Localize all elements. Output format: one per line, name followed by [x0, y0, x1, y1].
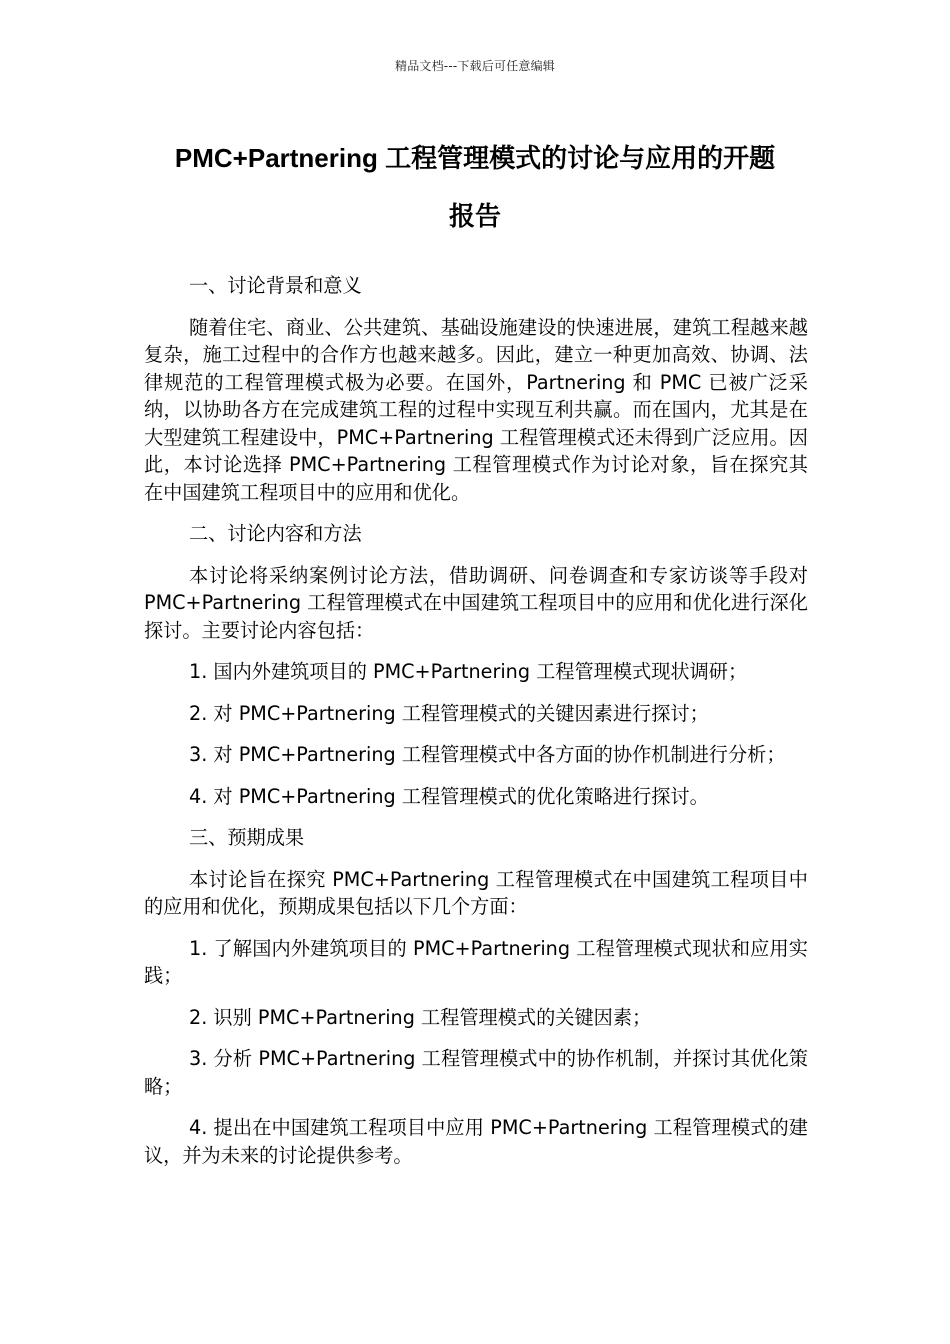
- document-title-line-2: 报告: [448, 201, 501, 231]
- list-item-content-1: 1. 国内外建筑项目的 PMC+Partnering 工程管理模式现状调研；: [189, 660, 748, 683]
- paragraph-results-intro: 本讨论旨在探究 PMC+Partnering 工程管理模式在中国建筑工程项目中的应用和优化，预期成果包括以下几个方面：: [144, 867, 808, 918]
- document-body: [144, 272, 808, 1183]
- section-heading-content-method: 二、讨论内容和方法: [189, 522, 362, 545]
- list-item-result-1: 1. 了解国内外建筑项目的 PMC+Partnering 工程管理模式现状和应用实践；: [144, 936, 808, 987]
- paragraph-method-intro: 本讨论将采纳案例讨论方法，借助调研、问卷调查和专家访谈等手段对 PMC+Partnering 工程管理模式在中国建筑工程项目中的应用和优化进行深化探讨。主要讨论内容包括：: [144, 563, 808, 642]
- list-item-content-4: 4. 对 PMC+Partnering 工程管理模式的优化策略进行探讨。: [189, 784, 709, 808]
- document-title-line-1: PMC+Partnering 工程管理模式的讨论与应用的开题: [174, 143, 776, 173]
- list-item-content-3: 3. 对 PMC+Partnering 工程管理模式中各方面的协作机制进行分析；: [189, 743, 786, 766]
- list-item-result-4: 4. 提出在中国建筑工程项目中应用 PMC+Partnering 工程管理模式的建议，并为未来的讨论提供参考。: [144, 1116, 808, 1167]
- section-heading-expected-results: 三、预期成果: [189, 826, 305, 849]
- paragraph-background: 随着住宅、商业、公共建筑、基础设施建设的快速进展，建筑工程越来越复杂，施工过程中的合作方也越来越多。因此，建立一种更加高效、协调、法律规范的工程管理模式极为必要。在国外，Partnering 和 PMC 已被广泛采纳，以协助各方在完成建筑工程的过程中实现互利共赢。而在国内，尤其是在大型建筑工程建设中，PMC+Partnering 工程管理模式还未得到广泛应用。因此，本讨论选择 PMC+Partnering 工程管理模式作为讨论对象，旨在探究其在中国建筑工程项目中的应用和优化。: [144, 315, 808, 504]
- header-note: 精品文档---下载后可任意编辑: [395, 59, 555, 73]
- list-item-result-3: 3. 分析 PMC+Partnering 工程管理模式中的协作机制，并探讨其优化策略；: [144, 1047, 808, 1098]
- section-heading-background: 一、讨论背景和意义: [189, 274, 362, 297]
- list-item-content-2: 2. 对 PMC+Partnering 工程管理模式的关键因素进行探讨；: [189, 701, 709, 725]
- list-item-result-2: 2. 识别 PMC+Partnering 工程管理模式的关键因素；: [189, 1005, 652, 1029]
